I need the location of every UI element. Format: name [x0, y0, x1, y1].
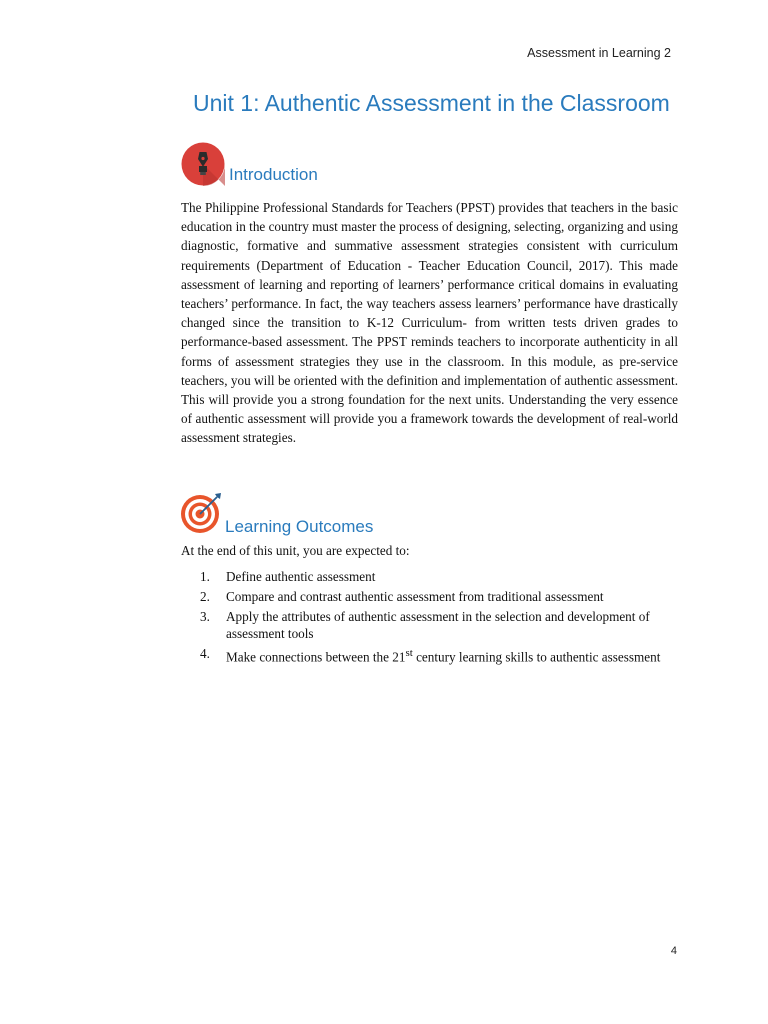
list-item-number: 3.	[200, 609, 210, 624]
list-item-number: 1.	[200, 569, 210, 584]
introduction-heading: Introduction	[229, 165, 318, 184]
list-item-number: 4.	[200, 646, 210, 661]
learning-outcomes-heading: Learning Outcomes	[225, 517, 374, 536]
pen-nib-icon	[181, 142, 225, 186]
page-number: 4	[670, 945, 677, 957]
list-item	[200, 588, 670, 605]
list-item-text	[226, 645, 670, 665]
learning-outcomes-list	[200, 568, 670, 668]
target-icon	[180, 490, 224, 534]
list-item-text: Define authentic assessment	[226, 569, 376, 584]
introduction-paragraph: The Philippine Professional Standards for Teachers (PPST) provides that teachers in the basic education in the country must master the process of designing, selecting, organizing and using diagnostic, formative and summative assessment strategies consistent with curriculum requirements (Department of Education - Teacher Education Council, 2017). This made assessment of learning and reporting of learners’ performance critical domains in evaluating teachers’ performance. In fact, the way teachers assess learners’ performance have drastically changed since the transition to K-12 Curriculum- from written tests driven grades to performance-based assessment. The PPST reminds teachers to incorporate authenticity in all forms of assessment strategies they use in the classroom. In this module, as pre-service teachers, you will be oriented with the definition and implementation of authentic assessment. This will provide you a strong foundation for the next units. Understanding the very essence of authentic assessment will provide you a framework towards the development of real-world assessment strategies.	[181, 200, 678, 446]
list-item-text: Compare and contrast authentic assessment from traditional assessment	[226, 589, 604, 604]
list-item	[200, 608, 670, 642]
learning-outcomes-intro: At the end of this unit, you are expected to:	[181, 543, 410, 558]
unit-title: Unit 1: Authentic Assessment in the Classroom	[193, 90, 670, 116]
text-after-superscript: century learning skills to authentic assessment	[412, 649, 661, 665]
list-item	[200, 645, 670, 665]
list-item	[200, 568, 670, 585]
text-before-superscript: Make connections between the 21	[226, 649, 406, 665]
running-header: Assessment in Learning 2	[527, 46, 671, 60]
ordinal-superscript: st	[405, 647, 413, 659]
list-item-number: 2.	[200, 589, 210, 604]
list-item-text: Apply the attributes of authentic assessment in the selection and development of assessment tools	[226, 609, 650, 641]
